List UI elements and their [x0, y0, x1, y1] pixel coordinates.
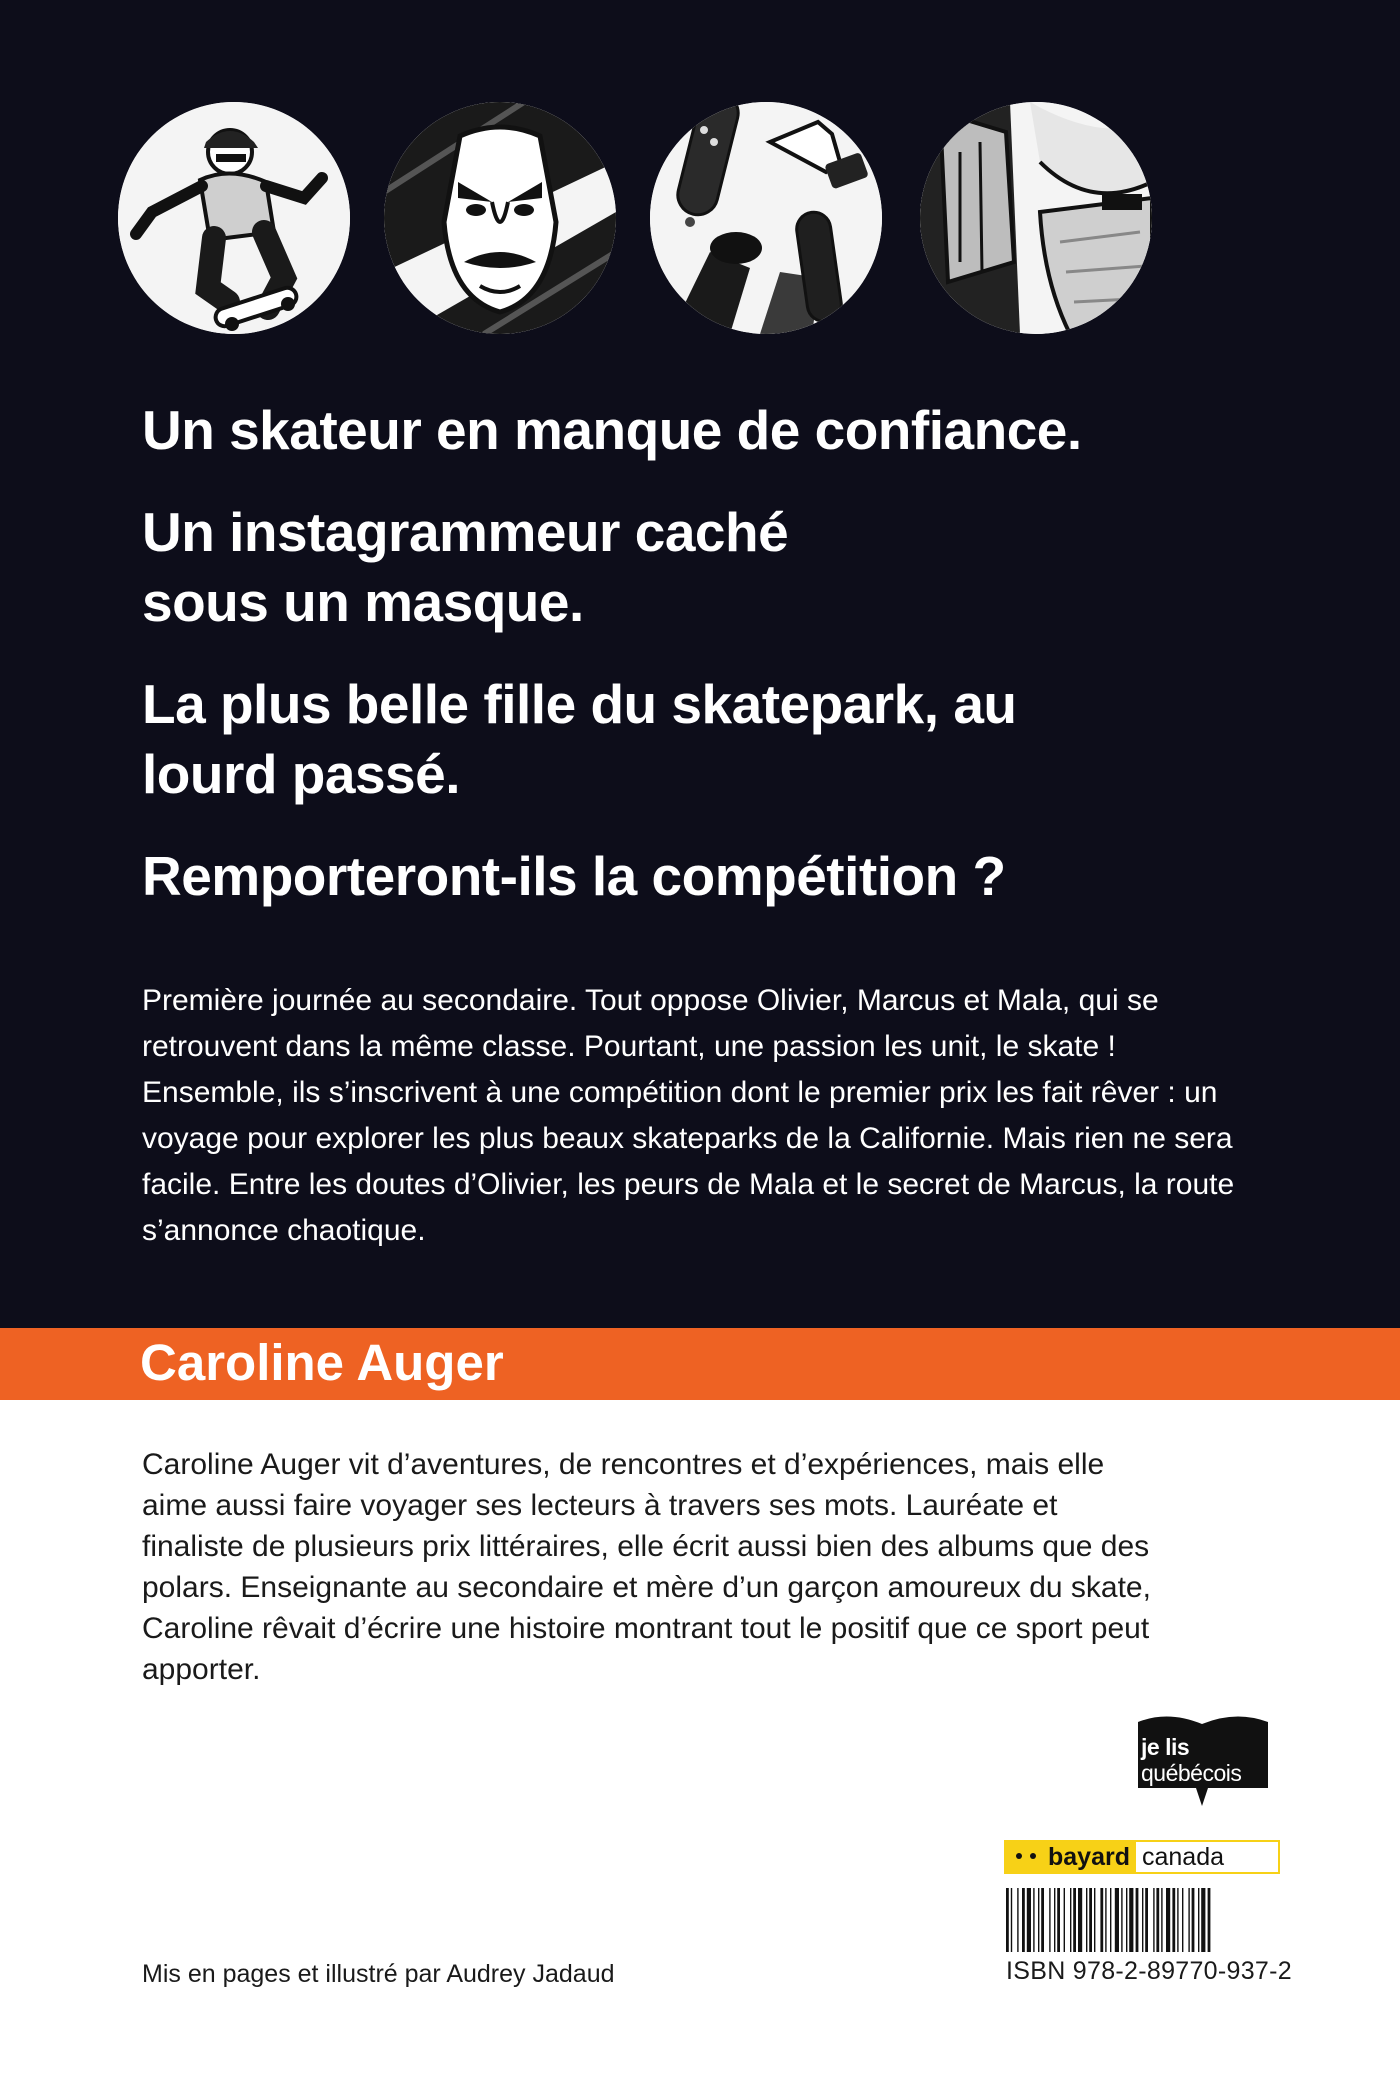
collection-logo [1138, 1708, 1268, 1808]
bayard-eyes-icon [1006, 1842, 1048, 1872]
headline-3: La plus belle fille du skatepark, au lourd passé. [142, 673, 1017, 805]
headline-2: Un instagrammeur caché sous un masque. [142, 501, 789, 633]
headline-1: Un skateur en manque de confiance. [142, 399, 1082, 461]
collection-line-2: québécois [1141, 1760, 1242, 1786]
illustrator-credit: Mis en pages et illustré par Audrey Jadaud [142, 1960, 615, 1988]
headline-4: Remporteront-ils la compétition ? [142, 845, 1006, 907]
publisher-logo [1004, 1840, 1280, 1874]
collection-line-1: je lis [1141, 1734, 1190, 1760]
headline-list [142, 395, 1322, 943]
publisher-country: canada [1136, 1842, 1224, 1872]
synopsis: Première journée au secondaire. Tout oppose Olivier, Marcus et Mala, qui se retrouvent dans la même classe. Pourtant, une passion les unit, le skate ! Ensemble, ils s’inscrivent à une compétition dont le premier prix les fait rêver : un voyage pour explorer les plus beaux skateparks de la Californie. Mais rien ne sera facile. Entre les doutes d’Olivier, les peurs de Mala et le secret de Marcus, la route s’annonce chaotique. [142, 984, 1235, 1247]
skater-jump-icon [118, 102, 350, 334]
skateboard-falling-icon [650, 102, 882, 334]
illustration-row [0, 102, 1400, 334]
ramp-icon [920, 102, 1152, 334]
author-bio: Caroline Auger vit d’aventures, de rencontres et d’expériences, mais elle aime aussi faire voyager ses lecteurs à travers ses mots. Lauréate et finaliste de plusieurs prix littéraires, elle écrit aussi bien des albums que des polars. Enseignante au secondaire et mère d’un garçon amoureux du skate, Caroline rêvait d’écrire une histoire montrant tout le positif que ce sport peut apporter. [142, 1448, 1151, 1686]
publisher-brand: bayard [1048, 1842, 1136, 1872]
author-name: Caroline Auger [140, 1334, 504, 1391]
barcode-icon [1006, 1888, 1274, 1952]
isbn: ISBN 978-2-89770-937-2 [1006, 1957, 1292, 1985]
mask-icon [384, 102, 616, 334]
